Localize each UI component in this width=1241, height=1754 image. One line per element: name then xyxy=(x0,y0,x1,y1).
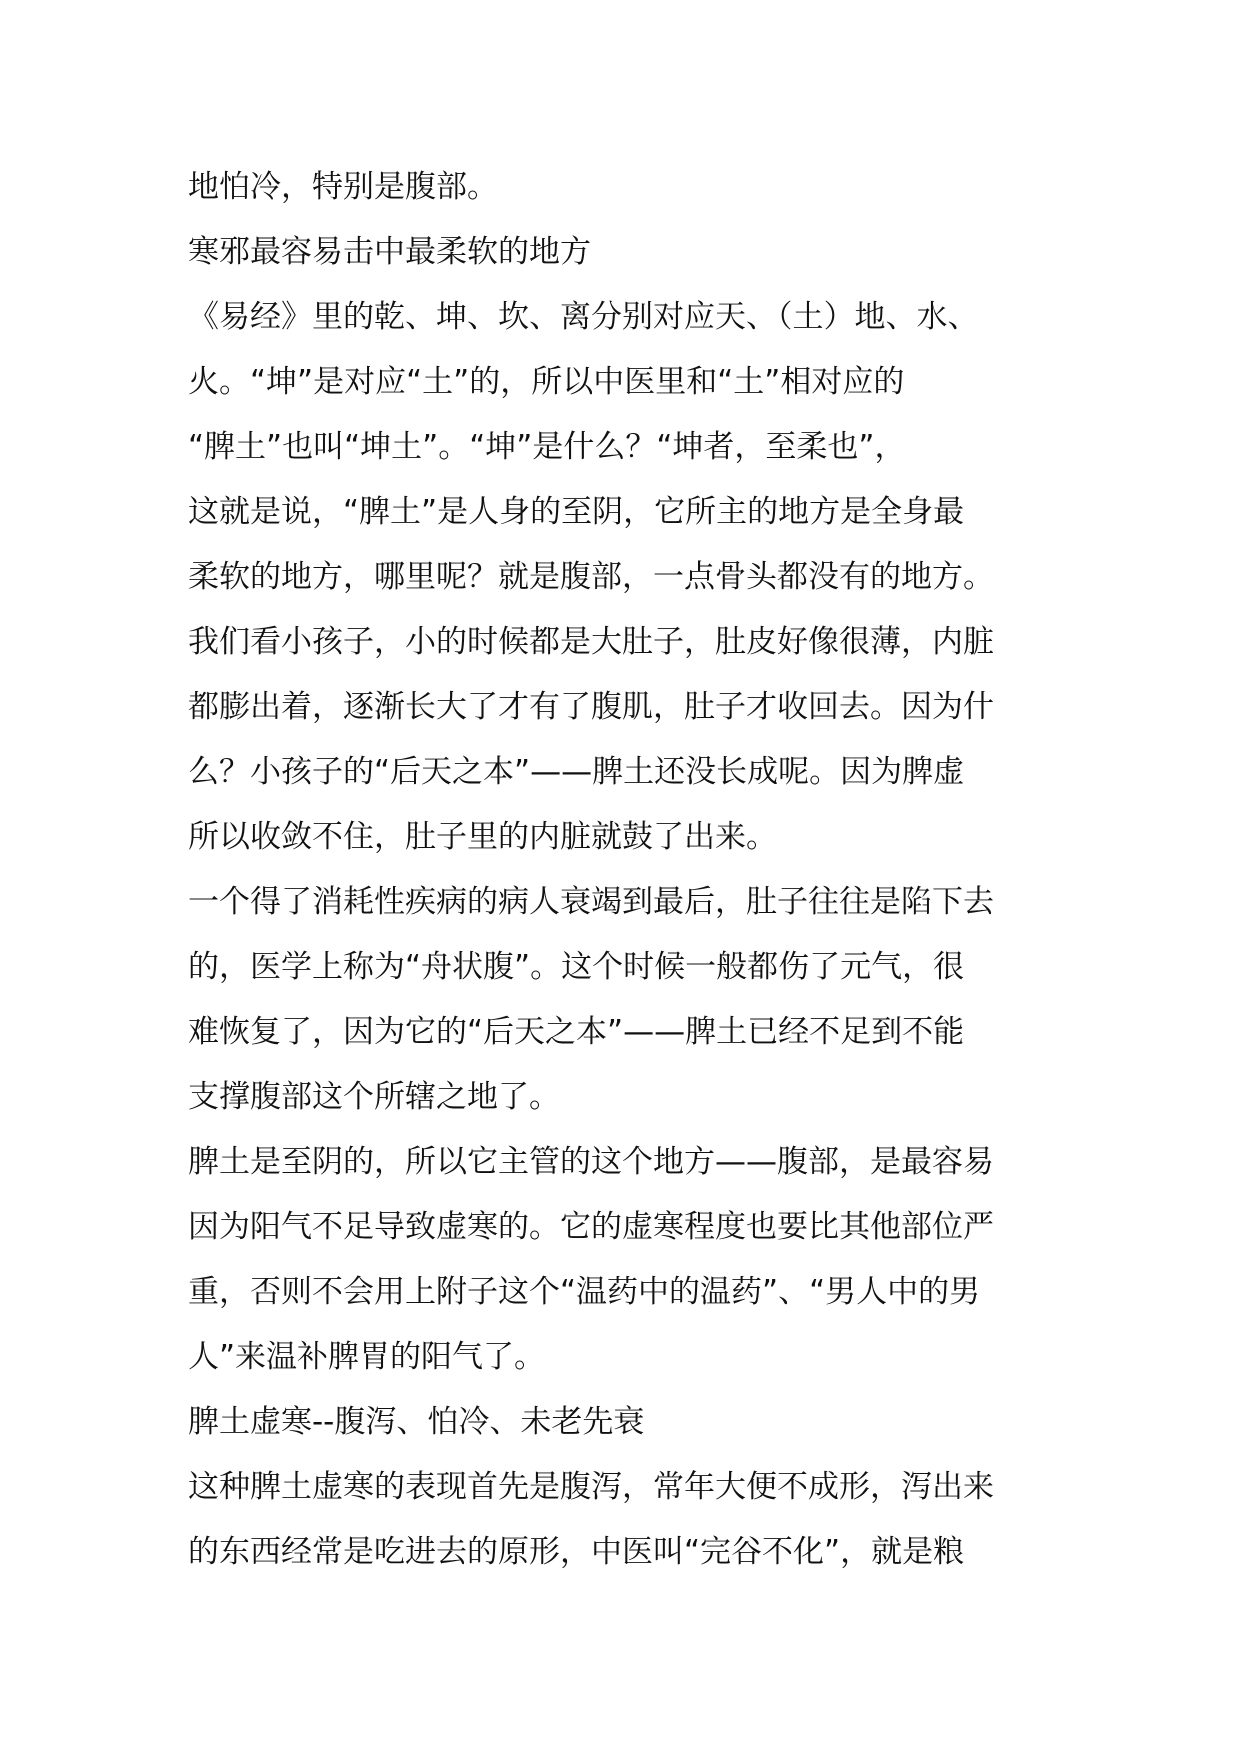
text-line: 因为阳气不足导致虚寒的。它的虚寒程度也要比其他部位严 xyxy=(188,1209,994,1245)
text-line: 我们看小孩子，小的时候都是大肚子，肚皮好像很薄，内脏 xyxy=(188,624,994,660)
text-line: 这就是说，“脾土”是人身的至阴，它所主的地方是全身最 xyxy=(188,494,965,530)
text-line: “脾土”也叫“坤土”。“坤”是什么？“坤者，至柔也”， xyxy=(188,429,906,465)
text-line: 火。“坤”是对应“土”的，所以中医里和“土”相对应的 xyxy=(188,364,905,400)
text-line: 《易经》里的乾、坤、坎、离分别对应天、（土）地、水、 xyxy=(188,299,979,335)
section-heading: 寒邪最容易击中最柔软的地方 xyxy=(188,234,591,270)
text-line: 脾土是至阴的，所以它主管的这个地方——腹部，是最容易 xyxy=(188,1144,994,1180)
text-line: 的东西经常是吃进去的原形，中医叫“完谷不化”，就是粮 xyxy=(188,1534,965,1570)
text-line: 难恢复了，因为它的“后天之本”——脾土已经不足到不能 xyxy=(188,1014,965,1050)
text-line: 支撑腹部这个所辖之地了。 xyxy=(188,1079,560,1115)
text-line: 的，医学上称为“舟状腹”。这个时候一般都伤了元气，很 xyxy=(188,949,965,985)
text-line: 都膨出着，逐渐长大了才有了腹肌，肚子才收回去。因为什 xyxy=(188,689,994,725)
text-line: 所以收敛不住，肚子里的内脏就鼓了出来。 xyxy=(188,819,777,855)
text-line: 一个得了消耗性疾病的病人衰竭到最后，肚子往往是陷下去 xyxy=(188,884,994,920)
section-heading: 脾土虚寒--腹泻、怕冷、未老先衰 xyxy=(188,1404,645,1440)
text-line: 重，否则不会用上附子这个“温药中的温药”、“男人中的男 xyxy=(188,1274,981,1310)
text-line: 柔软的地方，哪里呢？就是腹部，一点骨头都没有的地方。 xyxy=(188,559,994,595)
text-line: 地怕冷，特别是腹部。 xyxy=(188,169,498,205)
document-body xyxy=(188,155,1088,1585)
text-line: 人”来温补脾胃的阳气了。 xyxy=(188,1339,546,1375)
text-line: 这种脾土虚寒的表现首先是腹泻，常年大便不成形，泻出来 xyxy=(188,1469,994,1505)
text-line: 么？小孩子的“后天之本”——脾土还没长成呢。因为脾虚 xyxy=(188,754,965,790)
